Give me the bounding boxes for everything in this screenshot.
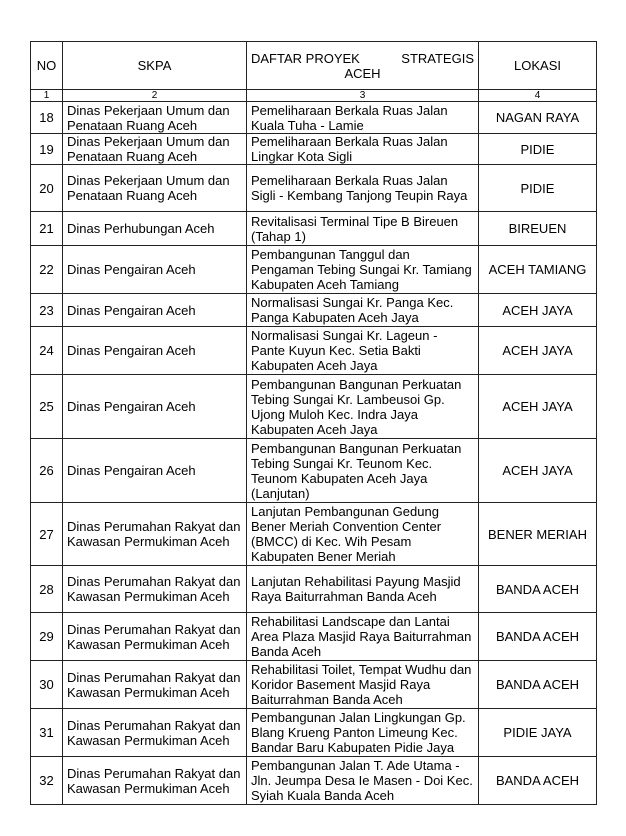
table-row — [31, 246, 597, 294]
row-project: Pembangunan Bangunan Perkuatan Tebing Sungai Kr. Lambeusoi Gp. Ujong Muloh Kec. Indra Jaya Kabupaten Aceh Jaya — [247, 375, 479, 439]
row-location: BIREUEN — [479, 212, 597, 246]
row-project: Rehabilitasi Toilet, Tempat Wudhu dan Koridor Basement Masjid Raya Baiturrahman Banda Aceh — [247, 661, 479, 709]
row-skpa: Dinas Pekerjaan Umum dan Penataan Ruang Aceh — [63, 165, 247, 212]
table-row — [31, 757, 597, 805]
row-skpa: Dinas Perumahan Rakyat dan Kawasan Permukiman Aceh — [63, 503, 247, 566]
row-number: 31 — [31, 709, 63, 757]
table-row — [31, 212, 597, 246]
row-location: NAGAN RAYA — [479, 102, 597, 134]
header-project-line2: ACEH — [344, 65, 381, 81]
index-cell: 2 — [63, 90, 247, 102]
table-row — [31, 661, 597, 709]
row-project: Pembangunan Jalan T. Ade Utama - Jln. Jeumpa Desa Ie Masen - Doi Kec. Syiah Kuala Banda Aceh — [247, 757, 479, 805]
row-project: Lanjutan Rehabilitasi Payung Masjid Raya Baiturrahman Banda Aceh — [247, 566, 479, 613]
row-skpa: Dinas Pengairan Aceh — [63, 246, 247, 294]
row-project: Pemeliharaan Berkala Ruas Jalan Lingkar Kota Sigli — [247, 134, 479, 165]
row-location: BANDA ACEH — [479, 661, 597, 709]
row-project: Pemeliharaan Berkala Ruas Jalan Sigli - Kembang Tanjong Teupin Raya — [247, 165, 479, 212]
index-cell: 4 — [479, 90, 597, 102]
row-location: BANDA ACEH — [479, 566, 597, 613]
row-number: 22 — [31, 246, 63, 294]
project-table — [30, 41, 597, 805]
header-project — [247, 42, 479, 90]
row-number: 24 — [31, 327, 63, 375]
row-number: 32 — [31, 757, 63, 805]
header-project-right: STRATEGIS — [401, 50, 474, 66]
row-location: ACEH JAYA — [479, 375, 597, 439]
row-skpa: Dinas Perumahan Rakyat dan Kawasan Permukiman Aceh — [63, 661, 247, 709]
table-row — [31, 294, 597, 327]
table-row — [31, 439, 597, 503]
table-row — [31, 165, 597, 212]
index-cell: 1 — [31, 90, 63, 102]
header-skpa: SKPA — [63, 42, 247, 90]
row-location: ACEH JAYA — [479, 327, 597, 375]
row-number: 25 — [31, 375, 63, 439]
row-project: Normalisasi Sungai Kr. Panga Kec. Panga Kabupaten Aceh Jaya — [247, 294, 479, 327]
row-skpa: Dinas Pengairan Aceh — [63, 375, 247, 439]
table-row — [31, 709, 597, 757]
row-location: ACEH JAYA — [479, 439, 597, 503]
table-row — [31, 134, 597, 165]
row-project: Revitalisasi Terminal Tipe B Bireuen (Tahap 1) — [247, 212, 479, 246]
row-number: 19 — [31, 134, 63, 165]
row-location: BANDA ACEH — [479, 613, 597, 661]
row-skpa: Dinas Pekerjaan Umum dan Penataan Ruang Aceh — [63, 102, 247, 134]
row-number: 20 — [31, 165, 63, 212]
row-skpa: Dinas Pengairan Aceh — [63, 327, 247, 375]
row-skpa: Dinas Pengairan Aceh — [63, 439, 247, 503]
row-project: Rehabilitasi Landscape dan Lantai Area Plaza Masjid Raya Baiturrahman Banda Aceh — [247, 613, 479, 661]
row-skpa: Dinas Perhubungan Aceh — [63, 212, 247, 246]
row-number: 21 — [31, 212, 63, 246]
table-row — [31, 327, 597, 375]
row-location: ACEH TAMIANG — [479, 246, 597, 294]
index-row — [31, 90, 597, 102]
row-number: 18 — [31, 102, 63, 134]
row-number: 29 — [31, 613, 63, 661]
header-row — [31, 42, 597, 90]
table-row — [31, 102, 597, 134]
row-project: Pembangunan Tanggul dan Pengaman Tebing Sungai Kr. Tamiang Kabupaten Aceh Tamiang — [247, 246, 479, 294]
row-location: BANDA ACEH — [479, 757, 597, 805]
row-location: ACEH JAYA — [479, 294, 597, 327]
row-number: 23 — [31, 294, 63, 327]
row-project: Pemeliharaan Berkala Ruas Jalan Kuala Tuha - Lamie — [247, 102, 479, 134]
row-project: Normalisasi Sungai Kr. Lageun - Pante Kuyun Kec. Setia Bakti Kabupaten Aceh Jaya — [247, 327, 479, 375]
row-location: PIDIE — [479, 165, 597, 212]
row-skpa: Dinas Perumahan Rakyat dan Kawasan Permukiman Aceh — [63, 757, 247, 805]
row-project: Pembangunan Bangunan Perkuatan Tebing Sungai Kr. Teunom Kec. Teunom Kabupaten Aceh Jaya (Lanjutan) — [247, 439, 479, 503]
row-skpa: Dinas Perumahan Rakyat dan Kawasan Permukiman Aceh — [63, 566, 247, 613]
header-project-left: DAFTAR PROYEK — [251, 50, 360, 66]
table-row — [31, 566, 597, 613]
row-location: PIDIE JAYA — [479, 709, 597, 757]
row-project: Lanjutan Pembangunan Gedung Bener Meriah Convention Center (BMCC) di Kec. Wih Pesam Kabupaten Bener Meriah — [247, 503, 479, 566]
index-cell: 3 — [247, 90, 479, 102]
header-no: NO — [31, 42, 63, 90]
row-project: Pembangunan Jalan Lingkungan Gp. Blang Krueng Panton Limeung Kec. Bandar Baru Kabupaten Pidie Jaya — [247, 709, 479, 757]
row-location: BENER MERIAH — [479, 503, 597, 566]
table-row — [31, 503, 597, 566]
table-row — [31, 375, 597, 439]
row-skpa: Dinas Pengairan Aceh — [63, 294, 247, 327]
row-skpa: Dinas Pekerjaan Umum dan Penataan Ruang Aceh — [63, 134, 247, 165]
row-number: 28 — [31, 566, 63, 613]
row-skpa: Dinas Perumahan Rakyat dan Kawasan Permukiman Aceh — [63, 613, 247, 661]
header-location: LOKASI — [479, 42, 597, 90]
table-row — [31, 613, 597, 661]
row-number: 27 — [31, 503, 63, 566]
row-skpa: Dinas Perumahan Rakyat dan Kawasan Permukiman Aceh — [63, 709, 247, 757]
row-number: 26 — [31, 439, 63, 503]
row-number: 30 — [31, 661, 63, 709]
row-location: PIDIE — [479, 134, 597, 165]
